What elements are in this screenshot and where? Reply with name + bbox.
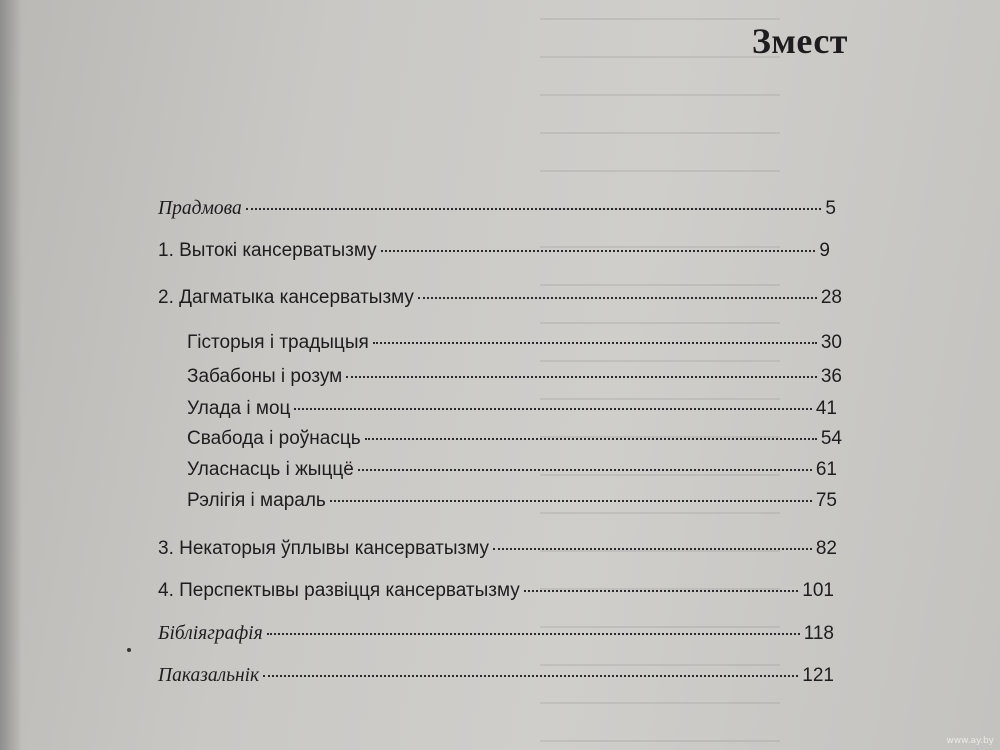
toc-entry-chapter-2 [158, 287, 842, 309]
toc-entry-page: 82 [815, 538, 837, 559]
leader-dots [418, 297, 817, 299]
toc-entry-page: 75 [815, 490, 837, 511]
toc-entry-preface [158, 198, 836, 220]
toc-entry-label: Бібліяграфія [158, 623, 263, 644]
toc-entry-label: Улада і моц [187, 398, 291, 419]
toc-entry-label: 4. Перспектывы развіцця кансерватызму [158, 580, 520, 601]
toc-entry-page: 101 [802, 580, 834, 601]
toc-entry-label: 3. Некаторыя ўплывы кансерватызму [158, 538, 489, 559]
toc-entry-page: 41 [815, 398, 837, 419]
toc-entry-section [187, 398, 837, 420]
toc-entry-label: Свабода і роўнасць [187, 428, 361, 449]
leader-dots [365, 438, 817, 440]
toc-entry-label: Забабоны і розум [187, 366, 343, 387]
toc-entry-page: 36 [820, 366, 842, 387]
toc-entry-page: 9 [819, 240, 830, 261]
toc-entry-label: 2. Дагматыка кансерватызму [158, 287, 414, 308]
print-speck [127, 648, 131, 652]
toc-entry-section [187, 490, 837, 512]
toc-entry-label: Рэлігія і мараль [187, 490, 326, 511]
page-gutter-shadow [0, 0, 22, 750]
toc-entry-section [187, 332, 842, 354]
toc-entry-bibliography [158, 623, 834, 645]
leader-dots [246, 208, 822, 210]
leader-dots [267, 633, 800, 635]
toc-entry-label: Уласнасць і жыццё [187, 459, 354, 480]
toc-entry-section [187, 428, 842, 450]
toc-entry-label: Гісторыя і традыцыя [187, 332, 369, 353]
leader-dots [358, 469, 812, 471]
leader-dots [373, 342, 817, 344]
toc-entry-label: Паказальнік [158, 665, 260, 686]
leader-dots [263, 675, 798, 677]
toc-entry-chapter-4 [158, 580, 834, 602]
toc-entry-page: 5 [825, 198, 836, 219]
page-title: Змест [751, 21, 848, 61]
toc-entry-page: 28 [820, 287, 842, 308]
toc-entry-chapter-3 [158, 538, 837, 560]
leader-dots [294, 408, 811, 410]
toc-entry-page: 54 [820, 428, 842, 449]
toc-entry-section [187, 459, 837, 481]
toc-entry-page: 121 [802, 665, 834, 686]
leader-dots [346, 376, 817, 378]
toc-entry-section [187, 366, 842, 388]
toc-entry-label: Прадмова [158, 198, 242, 219]
toc-entry-page: 61 [815, 459, 837, 480]
leader-dots [493, 548, 812, 550]
watermark: www.ay.by [946, 736, 994, 746]
toc-entry-page: 30 [820, 332, 842, 353]
leader-dots [381, 250, 816, 252]
toc-entry-label: 1. Вытокі кансерватызму [158, 240, 377, 261]
leader-dots [524, 590, 799, 592]
toc-entry-chapter-1 [158, 240, 830, 262]
toc-entry-index [158, 665, 834, 687]
leader-dots [330, 500, 812, 502]
toc-entry-page: 118 [803, 623, 834, 644]
